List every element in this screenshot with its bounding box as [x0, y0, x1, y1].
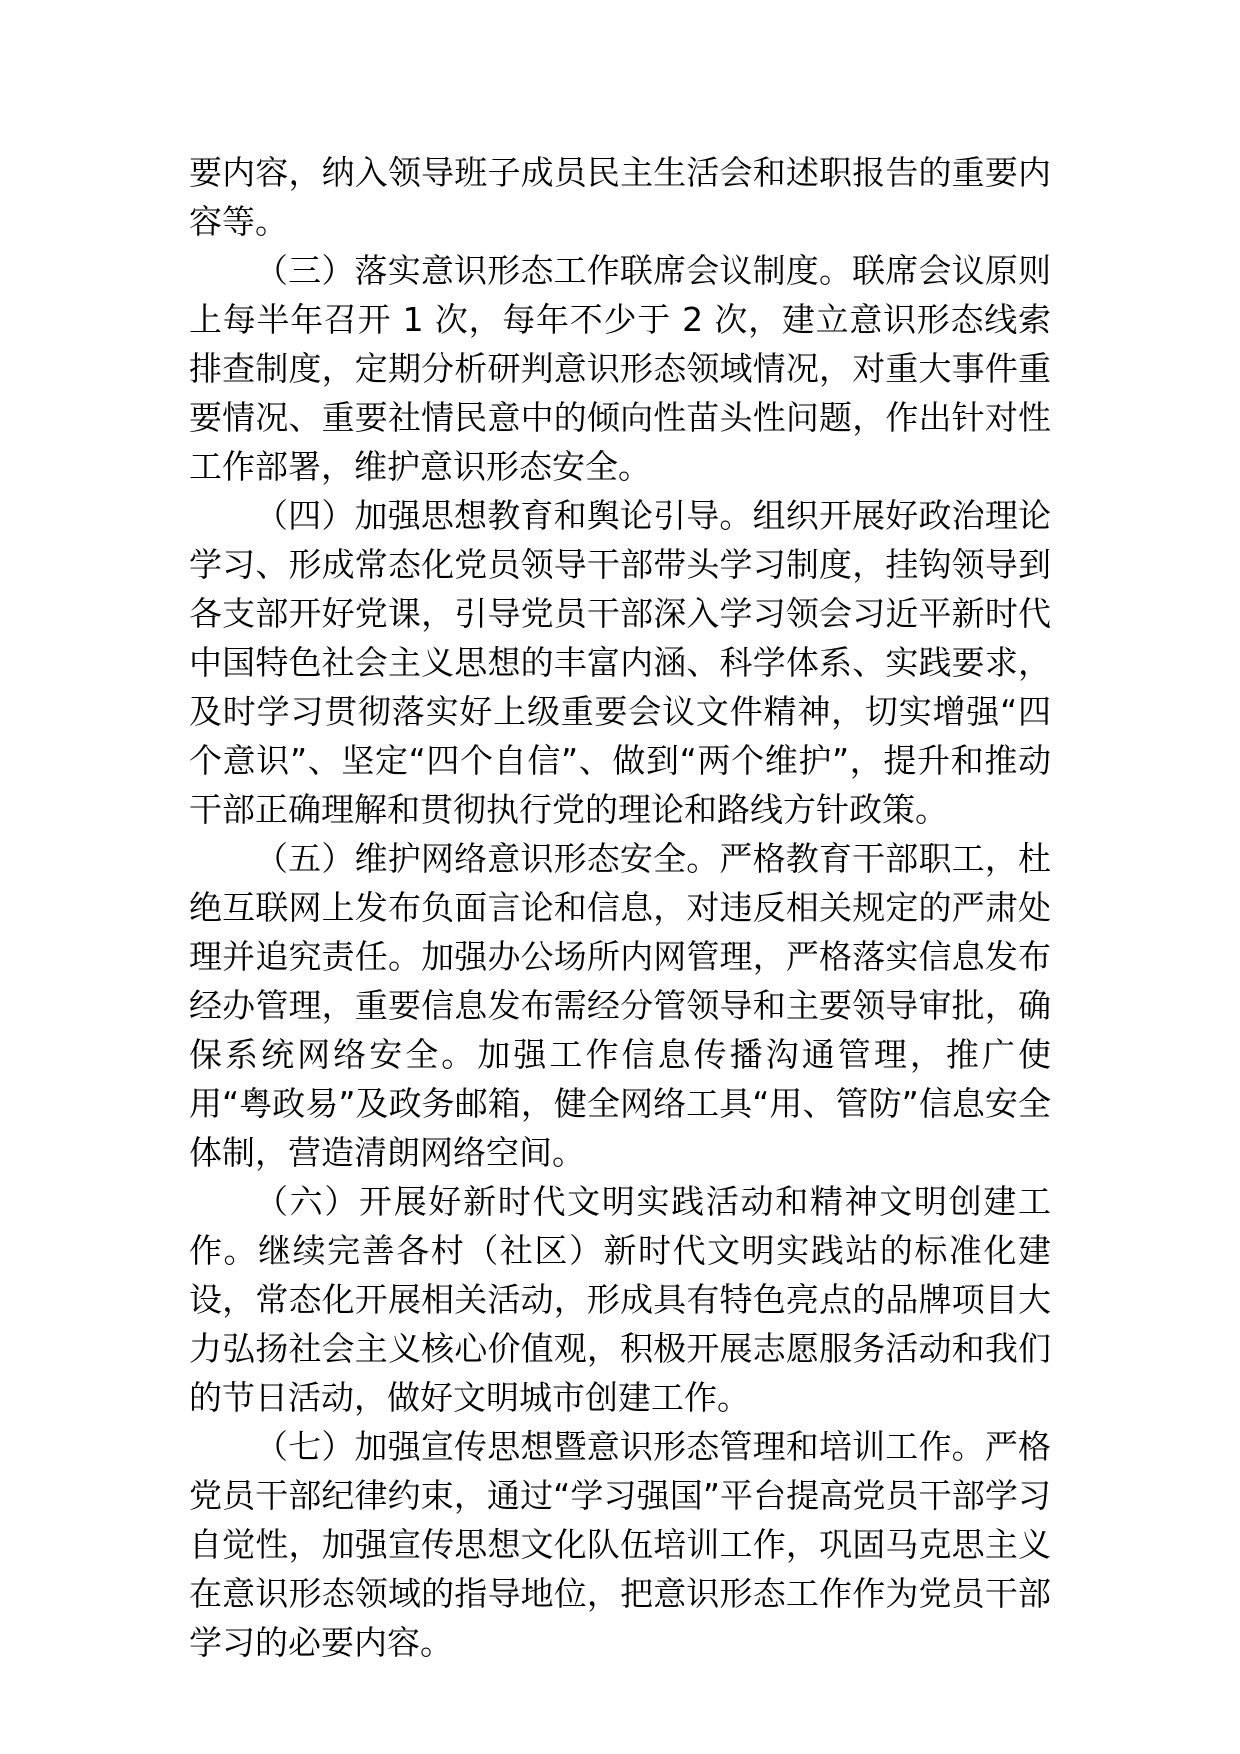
paragraph-section-5: （五）维护网络意识形态安全。严格教育干部职工，杜绝互联网上发布负面言论和信息，对违反相关规定的严肃处理并追究责任。加强办公场所内网管理，严格落实信息发布经办管理，重要信息发布需经分管领导和主要领导审批，确保系统网络安全。加强工作信息传播沟通管理，推广使用“粤政易”及政务邮箱，健全网络工具“用、管防”信息安全体制，营造清朗网络空间。: [189, 839, 1051, 1172]
paragraph-continuation: 要内容，纳入领导班子成员民主生活会和述职报告的重要内容等。: [189, 153, 1051, 241]
document-body: [189, 148, 1051, 1667]
paragraph-section-3: （三）落实意识形态工作联席会议制度。联席会议原则上每半年召开 1 次，每年不少于 2 次，建立意识形态线索排查制度，定期分析研判意识形态领域情况，对重大事件重要情况、重要社情民意中的倾向性苗头性问题，作出针对性工作部署，维护意识形态安全。: [189, 251, 1051, 486]
paragraph-section-6: （六）开展好新时代文明实践活动和精神文明创建工作。继续完善各村（社区）新时代文明实践站的标准化建设，常态化开展相关活动，形成具有特色亮点的品牌项目大力弘扬社会主义核心价值观，积极开展志愿服务活动和我们的节日活动，做好文明城市创建工作。: [189, 1182, 1051, 1417]
paragraph-section-4: （四）加强思想教育和舆论引导。组织开展好政治理论学习、形成常态化党员领导干部带头学习制度，挂钩领导到各支部开好党课，引导党员干部深入学习领会习近平新时代中国特色社会主义思想的丰富内涵、科学体系、实践要求，及时学习贯彻落实好上级重要会议文件精神，切实增强“四个意识”、坚定“四个自信”、做到“两个维护”，提升和推动干部正确理解和贯彻执行党的理论和路线方针政策。: [189, 496, 1051, 829]
paragraph-section-7: （七）加强宣传思想暨意识形态管理和培训工作。严格党员干部纪律约束，通过“学习强国”平台提高党员干部学习自觉性，加强宣传思想文化队伍培训工作，巩固马克思主义在意识形态领域的指导地位，把意识形态工作作为党员干部学习的必要内容。: [189, 1427, 1051, 1662]
